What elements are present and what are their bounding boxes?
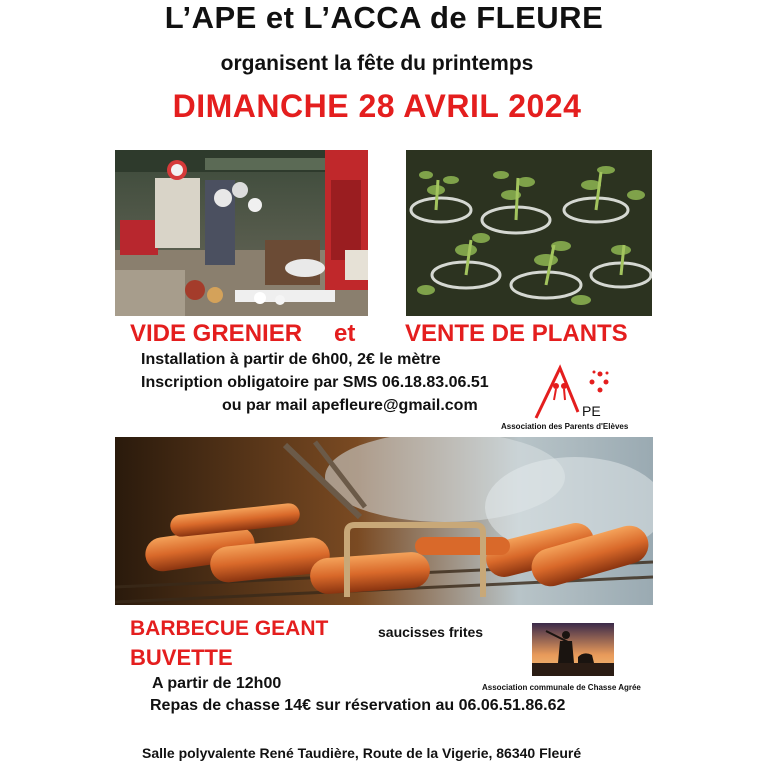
- barbecue-heading: BARBECUE GEANT: [130, 617, 329, 640]
- buvette-heading: BUVETTE: [130, 645, 233, 670]
- ape-logo-caption: Association des Parents d'Elèves: [501, 422, 629, 431]
- ape-logo: [534, 362, 614, 422]
- plants-photo: [406, 150, 652, 316]
- poster-title: L’APE et L’ACCA de FLEURE: [164, 0, 604, 35]
- installation-info: Installation à partir de 6h00, 2€ le mètre: [141, 351, 441, 368]
- poster-subtitle: organisent la fête du printemps: [220, 52, 534, 75]
- vente-plants-heading: VENTE DE PLANTS: [405, 320, 628, 347]
- barbecue-photo: [115, 437, 653, 605]
- inscription-info: Inscription obligatoire par SMS 06.18.83.06.51: [141, 374, 489, 391]
- ape-logo-letters: PE: [582, 403, 601, 419]
- flea-market-photo: [115, 150, 368, 316]
- barbecue-time: A partir de 12h00: [152, 675, 282, 692]
- mail-info: ou par mail apefleure@gmail.com: [222, 397, 478, 414]
- barbecue-detail: saucisses frites: [378, 624, 484, 640]
- repas-info: Repas de chasse 14€ sur réservation au 06.06.51.86.62: [150, 697, 566, 714]
- acca-logo: [532, 623, 614, 676]
- heading-conjunction: et: [334, 320, 356, 347]
- venue-address: Salle polyvalente René Taudière, Route de la Vigerie, 86340 Fleuré: [142, 745, 582, 761]
- event-date: DIMANCHE 28 AVRIL 2024: [172, 88, 582, 124]
- acca-logo-caption: Association communale de Chasse Agrée: [482, 683, 641, 692]
- vide-grenier-heading: VIDE GRENIER: [130, 320, 303, 347]
